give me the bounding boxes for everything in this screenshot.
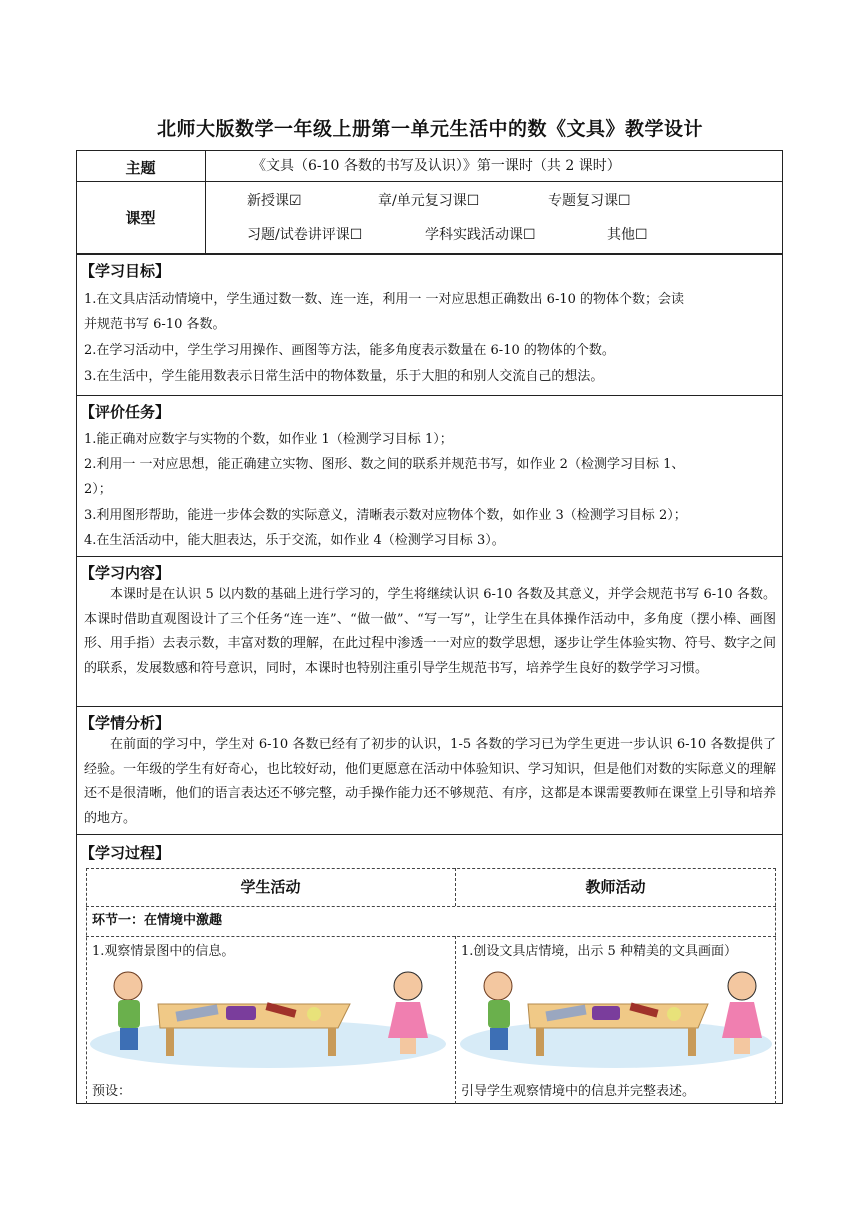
stationery-store-illustration-teacher — [458, 966, 774, 1076]
stationery-store-illustration-student — [88, 966, 450, 1076]
section-divider-1 — [76, 395, 783, 396]
topic-label: 主题 — [125, 159, 156, 177]
objective-1: 1.在文具店活动情境中，学生通过数一数、连一连，利用一 一对应思想正确数出 6-10 的物体个数；会读 并规范书写 6-10 各数。 — [84, 292, 685, 332]
table-leg-right — [328, 1028, 336, 1056]
student-activity-header: 学生活动 — [240, 878, 301, 896]
evaluation-1: 1.能正确对应数字与实物的个数，如作业 1（检测学习目标 1）； — [84, 432, 453, 447]
girl-legs — [734, 1038, 750, 1054]
topic-value: 《文具（6-10 各数的书写及认识）》第一课时（共 2 课时） — [252, 158, 621, 174]
type-unit-review[interactable]: 章/单元复习课☐ — [378, 193, 480, 209]
table-leg-right — [688, 1028, 696, 1056]
content-text: 本课时是在认识 5 以内数的基础上进行学习的，学生将继续认识 6-10 各数及其意义，并学会规范书写 6-10 各数。本课时借助直观图设计了三个任务“连一连”、“做一做”、“写一写”，让学生在具体操作活动中，多角度（摆小棒、画图形、用手指）去表示数，丰富对数的理解，在此过程中渗透一一对应的数学思想，逐步让学生体验实物、符号、数字之间的联系，发展数感和符号意识，同时，本课时也特别注重引导学生规范书写，培养学生良好的数学学习习惯。 — [84, 587, 776, 676]
sharpener-item — [592, 1006, 620, 1020]
process-col-divider-bottom — [455, 936, 456, 1104]
boy-body — [118, 1000, 140, 1028]
sharpener-item — [226, 1006, 256, 1020]
objectives-heading: 【学习目标】 — [80, 262, 171, 280]
table-leg-left — [166, 1028, 174, 1056]
stage-1-title: 环节一：在情境中激趣 — [92, 913, 223, 928]
student-preset: 预设： — [92, 1084, 132, 1099]
girl-legs — [400, 1038, 416, 1054]
course-type-label: 课型 — [125, 209, 156, 227]
document-title: 北师大版数学一年级上册第一单元生活中的数《文具》教学设计 — [156, 118, 703, 140]
type-other[interactable]: 其他☐ — [607, 227, 648, 243]
teacher-step-1: 1.创设文具店情境，出示 5 种精美的文具画面） — [461, 944, 737, 959]
header-row-divider — [76, 181, 783, 182]
boy-legs — [490, 1028, 508, 1050]
girl-head — [394, 972, 422, 1000]
boy-legs — [120, 1028, 138, 1050]
girl-head — [728, 972, 756, 1000]
header-divider — [205, 150, 206, 254]
erasers-item — [307, 1007, 321, 1021]
type-new-lesson[interactable]: 新授课☑ — [247, 193, 302, 209]
type-exercise-review[interactable]: 习题/试卷讲评课☐ — [247, 227, 363, 243]
boy-head — [114, 972, 142, 1000]
girl-dress — [388, 1002, 428, 1038]
objective-3: 3.在生活中，学生能用数表示日常生活中的物体数量，乐于大胆的和别人交流自己的想法。 — [84, 369, 604, 384]
process-heading: 【学习过程】 — [80, 844, 171, 862]
evaluation-3: 3.利用图形帮助，能进一步体会数的实际意义，清晰表示数对应物体个数，如作业 3（检测学习目标 2）； — [84, 508, 687, 523]
erasers-item — [667, 1007, 681, 1021]
section-divider-2 — [76, 556, 783, 557]
analysis-heading: 【学情分析】 — [80, 714, 171, 732]
evaluation-4: 4.在生活活动中，能大胆表达，乐于交流，如作业 4（检测学习目标 3）。 — [84, 533, 505, 548]
type-topic-review[interactable]: 专题复习课☐ — [548, 193, 631, 209]
process-header-divider — [86, 906, 776, 907]
student-step-1: 1.观察情景图中的信息。 — [92, 944, 235, 959]
objective-2: 2.在学习活动中，学生学习用操作、画图等方法，能多角度表示数量在 6-10 的物体的个数。 — [84, 343, 615, 358]
boy-head — [484, 972, 512, 1000]
girl-dress — [722, 1002, 762, 1038]
teacher-activity-header: 教师活动 — [585, 878, 646, 896]
type-practice-activity[interactable]: 学科实践活动课☐ — [425, 227, 536, 243]
table-leg-left — [536, 1028, 544, 1056]
content-heading: 【学习内容】 — [80, 564, 171, 582]
section-divider-3 — [76, 706, 783, 707]
boy-body — [488, 1000, 510, 1028]
evaluation-heading: 【评价任务】 — [80, 403, 171, 421]
section-divider-4 — [76, 834, 783, 835]
process-stage-divider — [86, 936, 776, 937]
analysis-text: 在前面的学习中，学生对 6-10 各数已经有了初步的认识，1-5 各数的学习已为学生更进一步认识 6-10 各数提供了经验。一年级的学生有好奇心，也比较好动，他们更愿意在活动中体验知识、学习知识，但是他们对数的实际意义的理解还不是很清晰，他们的语言表达还不够完整，动手操作能力还不够规范、有序，这都是本课需要教师在课堂上引导和培养的地方。 — [84, 737, 776, 826]
teacher-guide: 引导学生观察情境中的信息并完整表述。 — [461, 1084, 696, 1099]
evaluation-2: 2.利用一 一对应思想，能正确建立实物、图形、数之间的联系并规范书写，如作业 2（检测学习目标 1、 2）； — [84, 457, 685, 497]
